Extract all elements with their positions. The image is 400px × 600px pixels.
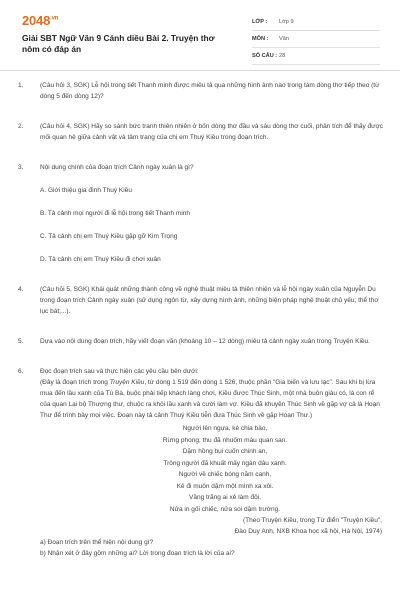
site-logo[interactable]: [22, 13, 58, 28]
question-body: [40, 162, 384, 265]
sub-question-a: a) Đoạn trích trên thể hiện nội dung gì?: [40, 539, 154, 546]
question-text: Dựa vào nội dung đoạn trích, hãy viết đoạn văn (khoảng 10 – 12 dòng) miêu tả cảnh ngày xuân trong Truyện Kiều.: [40, 338, 370, 345]
poem-citation: [40, 515, 384, 537]
citation-line-1: (Theo Truyện Kiều, trong Từ điển "Truyện Kiều",: [242, 517, 382, 524]
question-1: [18, 80, 384, 102]
logo-main: 2048: [22, 13, 51, 28]
poem-line: Kẻ đi muôn dặm một mình xa xôi.: [176, 482, 274, 490]
passage-intro-title: Truyện Kiều: [109, 379, 145, 386]
meta-value-lop: Lớp 9: [279, 19, 294, 25]
question-number: 3.: [18, 164, 24, 171]
poem-line: Rừng phong, thu đã nhuốm màu quan san.: [162, 436, 288, 444]
meta-table: [252, 14, 380, 65]
option-a[interactable]: A. Giới thiệu gia đình Thuý Kiều: [40, 187, 132, 194]
option-c[interactable]: C. Tả cảnh chị em Thuý Kiều gặp gỡ Kim Trọng: [40, 233, 178, 240]
question-3: [18, 162, 384, 265]
sub-question-b: b) Nhận xét ở đây gồm những ai? Lời trong đoạn trích là lời của ai?: [40, 550, 235, 557]
poem-line: Người về chiếc bóng năm canh,: [178, 471, 272, 478]
option-d[interactable]: D. Tả cảnh chị em Thuý Kiều đi chơi xuân: [40, 256, 161, 263]
question-text: Nội dung chính của đoạn trích Cảnh ngày xuân là gì?: [40, 164, 194, 171]
header: [0, 0, 400, 71]
meta-value-socau: 28: [279, 53, 286, 59]
logo-tld: .vn: [50, 15, 59, 22]
question-4: [18, 284, 384, 317]
question-2: [18, 121, 384, 143]
question-text: (Câu hỏi 4, SGK) Hãy so sánh bức tranh thiên nhiên ở bốn dòng thơ đầu và sáu dòng thơ cuối, phân tích để thấy được mối quan hệ giữa cảnh vật và tâm trạng của chị em Thuý Kiều trong đoạn trích.: [40, 123, 384, 141]
page-title: Giải SBT Ngữ Văn 9 Cánh diều Bài 2. Truyện thơ nôm có đáp án: [22, 33, 215, 54]
question-body: [40, 366, 384, 559]
poem-line: Vầng trăng ai xẻ làm đôi,: [189, 494, 261, 501]
question-text: (Câu hỏi 3, SGK) Lễ hội trong tiết Thanh minh được miêu tả qua những hình ảnh nào trong tám dòng thơ tiếp theo (từ dòng 5 đến dòng 12)?: [40, 82, 380, 100]
meta-label-lop: LỚP :: [252, 19, 268, 25]
meta-row-mon: [252, 31, 380, 48]
question-6: [18, 366, 384, 559]
poem-line: Dặm hồng bụi cuốn chinh an,: [182, 448, 268, 455]
meta-label-mon: MÔN :: [252, 36, 269, 42]
question-number: 5.: [18, 338, 24, 345]
question-5: [18, 336, 384, 347]
meta-row-socau: [252, 48, 380, 65]
poem-line: Trông người đã khuất mấy ngàn dâu xanh.: [163, 459, 287, 467]
question-text: (Câu hỏi 5, SGK) Khái quát những thành công về nghệ thuật miêu tả thiên nhiên và lễ hội ngày xuân của Nguyễn Du trong đoạn trích Cảnh ngày xuân (sử dụng ngôn từ, xây dựng hình ảnh, những biện pháp nghệ thuật chủ yếu; thể thơ lục bát;...).: [40, 286, 379, 315]
meta-label-socau: SỐ CÂU :: [252, 53, 278, 59]
option-b[interactable]: B. Tả cảnh mọi người đi lễ hội trong tiết Thanh minh: [40, 210, 191, 217]
poem: [66, 423, 384, 515]
citation-line-2: Đào Duy Anh, NXB Khoa học xã hội, Hà Nội, 1974): [234, 528, 382, 535]
poem-line: Nửa in gối chiếc, nửa soi dặm trường.: [169, 505, 281, 513]
meta-value-mon: Văn: [279, 36, 289, 42]
question-number: 2.: [18, 123, 24, 130]
passage-intro-rest: , từ dòng 1 519 đến dòng 1 526, thuộc phần "Gia biến và lưu lạc". Sau khi bị lừa mua đến lầu xanh của Tú Bà, buộc phải tiếp khách làng chơi, Kiều được Thúc Sinh, một nhà buôn giàu có, là con rể của quan Lại bộ Thượng thư, chuộc ra khỏi lầu xanh và cưới làm vợ. Kiều đã khuyên Thúc Sinh về gặp vợ cả là Hoạn Thư để trình bày mọi việc. Đoạn này tả cảnh Thuý Kiều tiễn đưa Thúc Sinh về gặp Hoạn Thư.): [40, 379, 380, 419]
question-text: Đọc đoạn trích sau và thực hiện các yêu cầu bên dưới:: [40, 368, 199, 375]
meta-row-lop: [252, 14, 380, 31]
passage-intro: [40, 377, 384, 421]
passage-intro-start: (Đây là đoạn trích trong: [40, 379, 110, 386]
question-number: 4.: [18, 286, 24, 293]
question-list: [18, 80, 384, 578]
question-number: 6.: [18, 368, 24, 375]
question-number: 1.: [18, 82, 24, 89]
poem-line: Người lên ngựa, kẻ chia bào,: [182, 425, 268, 432]
